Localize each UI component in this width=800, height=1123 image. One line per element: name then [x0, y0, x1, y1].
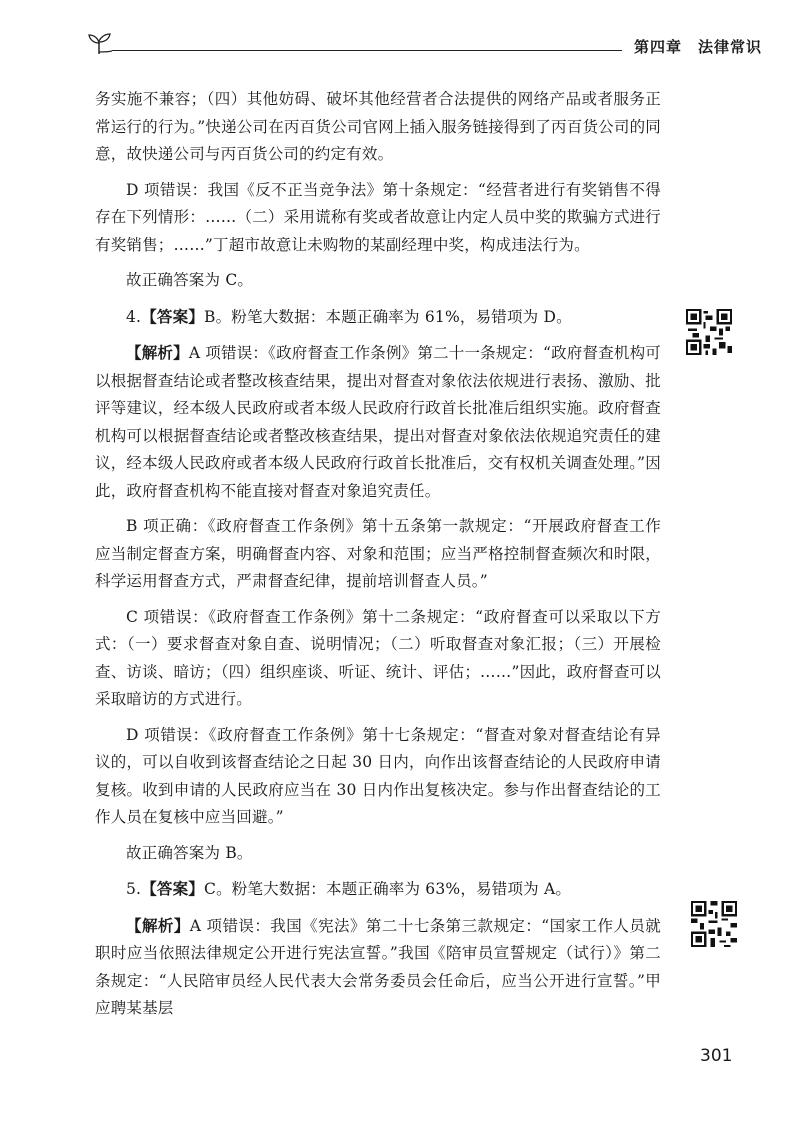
paragraph: 务实施不兼容；（四）其他妨碍、破坏其他经营者合法提供的网络产品或者服务正常运行的行为。”快递公司在丙百货公司官网上插入服务链接得到了丙百货公司的同意，故快递公司与丙百货公司的约定有效。	[95, 90, 661, 163]
chapter-title: 第四章 法律常识	[634, 38, 763, 56]
sprout-icon	[86, 30, 112, 56]
question-5-analysis-a	[95, 912, 661, 1023]
page-header	[86, 28, 792, 62]
question-4-conclusion: 故正确答案为 B。	[126, 843, 253, 862]
qr-code-icon	[686, 309, 732, 355]
question-number: 4.	[126, 307, 142, 326]
answer-tag: 【答案】	[141, 306, 205, 326]
paragraph: 故正确答案为 C。	[126, 271, 254, 289]
paragraph: D 项错误：我国《反不正当竞争法》第十条规定：“经营者进行有奖销售不得存在下列情形：……（二）采用谎称有奖或者故意让内定人员中奖的欺骗方式进行有奖销售；……”丁超市故意让未购物的某副经理中奖，构成违法行为。	[95, 180, 661, 254]
analysis-text: A 项错误：我国《宪法》第二十七条第三款规定：“国家工作人员就职时应当依照法律规定公开进行宪法宣誓。”我国《陪审员宣誓规定（试行）》第二条规定：“人民陪审员经人民代表大会常务委员会任命后，应当公开进行宣誓。”甲应聘某基层	[95, 916, 661, 1017]
analysis-tag: 【解析】	[126, 915, 190, 935]
question-4-answer	[95, 303, 661, 332]
page-number: 301	[700, 1046, 733, 1066]
question-4-analysis-d: D 项错误：《政府督查工作条例》第十七条规定：“督查对象对督查结论有异议的，可以自收到该督查结论之日起 30 日内，向作出该督查结论的人民政府申请复核。收到申请的人民政府应当在 30 日内作出复核决定。参与作出督查结论的工作人员在复核中应当回避。”	[95, 725, 661, 826]
question-4-analysis-b: B 项正确：《政府督查工作条例》第十五条第一款规定：“开展政府督查工作应当制定督查方案，明确督查内容、对象和范围；应当严格控制督查频次和时限，科学运用督查方式，严肃督查纪律，提前培训督查人员。”	[95, 517, 661, 590]
analysis-tag: 【解析】	[126, 343, 189, 362]
answer-text: C。粉笔大数据：本题正确率为 63%，易错项为 A。	[204, 880, 572, 898]
question-4-analysis-a	[95, 339, 661, 505]
question-5-answer	[95, 875, 661, 904]
answer-text: B。粉笔大数据：本题正确率为 61%，易错项为 D。	[204, 307, 572, 326]
header-rule-left	[112, 50, 622, 51]
page-body	[95, 86, 661, 1031]
qr-code-icon	[691, 901, 737, 947]
question-number: 5.	[126, 880, 142, 898]
answer-tag: 【答案】	[141, 879, 205, 898]
question-4-analysis-c: C 项错误：《政府督查工作条例》第十二条规定：“政府督查可以采取以下方式：（一）要求督查对象自查、说明情况；（二）听取督查对象汇报；（三）开展检查、访谈、暗访；（四）组织座谈、听证、统计、评估；……”因此，政府督查可以采取暗访的方式进行。	[95, 607, 661, 708]
analysis-text: A 项错误：《政府督查工作条例》第二十一条规定：“政府督查机构可以根据督查结论或者整改核查结果，提出对督查对象依法依规进行表扬、激励、批评等建议，经本级人民政府或者本级人民政府行政首长批准后组织实施。政府督查机构可以根据督查结论或者整改核查结果，提出对督查对象依法依规追究责任的建议，经本级人民政府或者本级人民政府行政首长批准后，交有权机关调查处理。”因此，政府督查机构不能直接对督查对象追究责任。	[95, 344, 662, 500]
